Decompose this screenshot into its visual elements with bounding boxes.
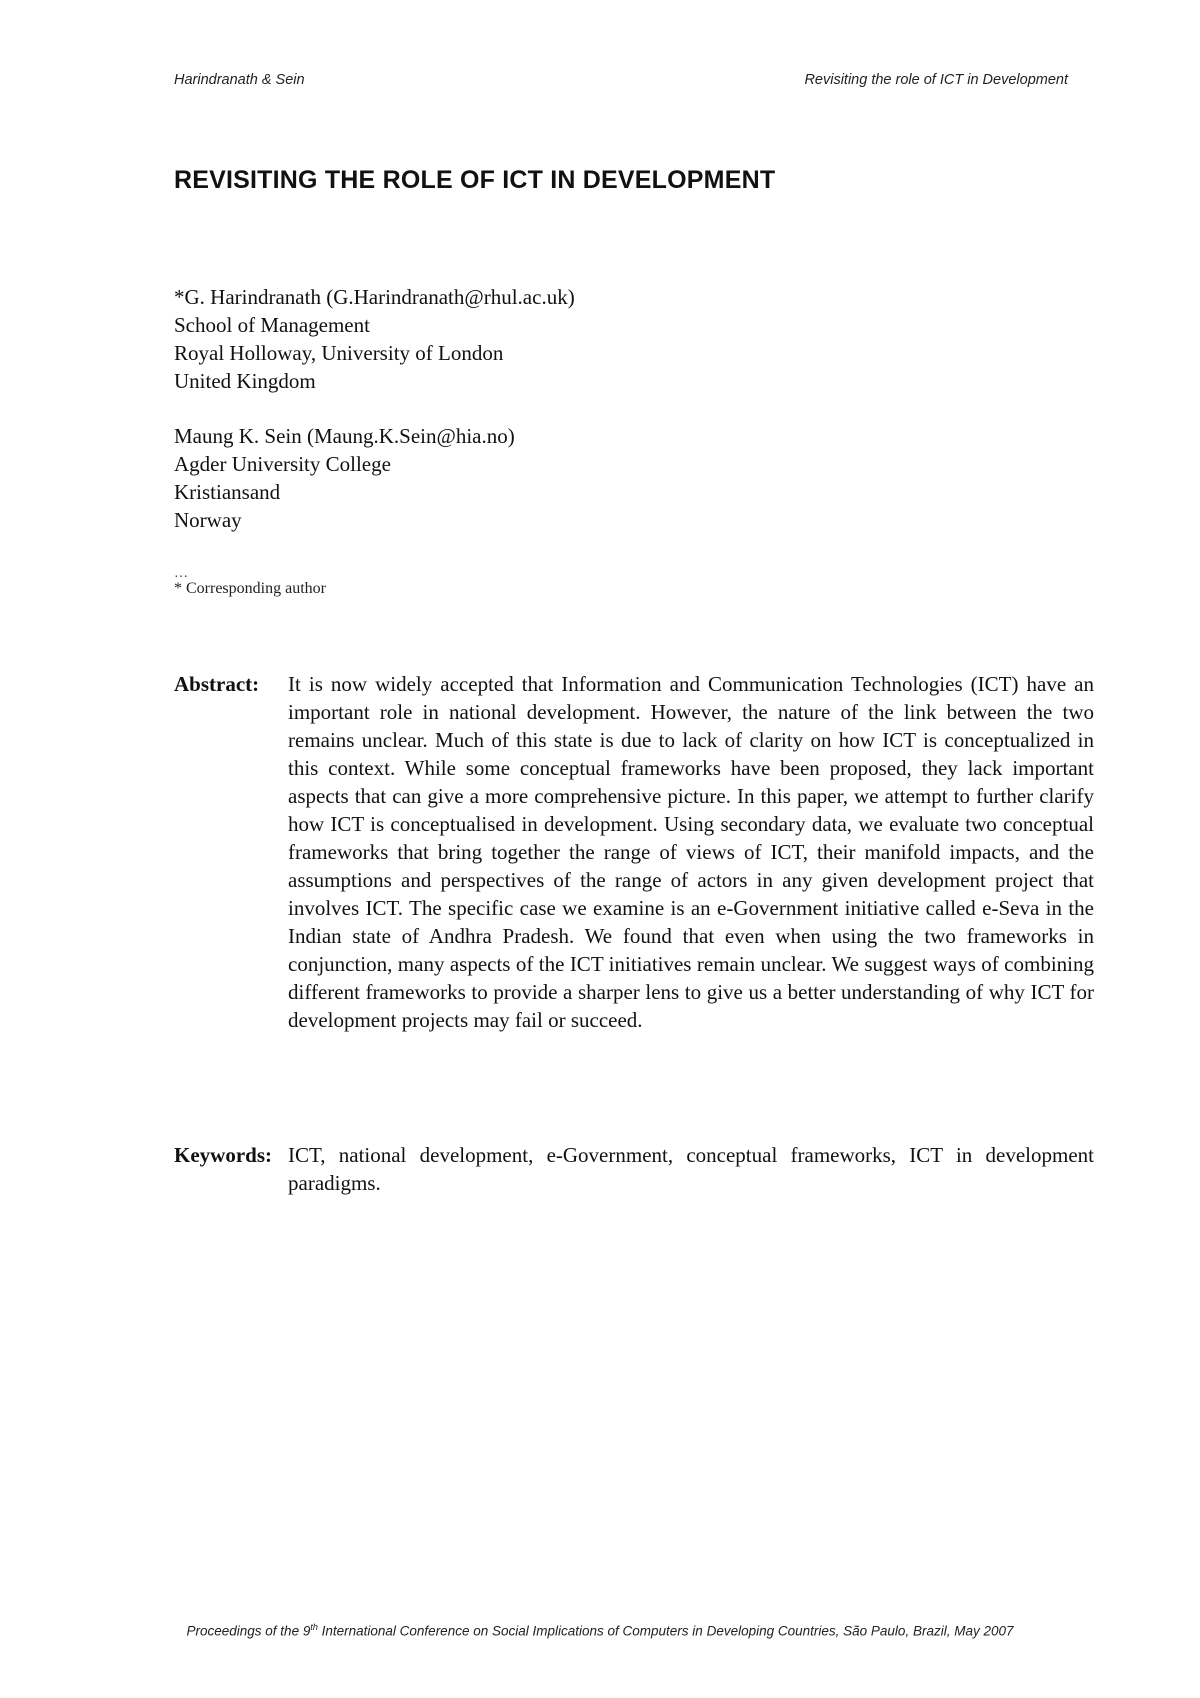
- author-block-2: [174, 422, 515, 534]
- keywords-label: Keywords:: [174, 1143, 272, 1167]
- author-2-institution: Agder University College: [174, 452, 391, 476]
- corresponding-author-footnote: * Corresponding author: [174, 580, 326, 597]
- footer-ordinal-suffix: th: [310, 1622, 318, 1632]
- running-header: [174, 72, 1068, 88]
- paper-title: REVISITING THE ROLE OF ICT IN DEVELOPMENT: [174, 166, 776, 194]
- footnote-rule: …: [174, 566, 189, 581]
- running-header-title: Revisiting the role of ICT in Development: [804, 72, 1068, 88]
- author-2-name-email: Maung K. Sein (Maung.K.Sein@hia.no): [174, 424, 515, 448]
- running-header-authors: Harindranath & Sein: [174, 72, 305, 88]
- abstract-text: It is now widely accepted that Information and Communication Technologies (ICT) have an important role in national development. However, the nature of the link between the two remains unclear. Much of this state is due to lack of clarity on how ICT is conceptualized in this context. While some conceptual frameworks have been proposed, they lack important aspects that can give a more comprehensive picture. In this paper, we attempt to further clarify how ICT is conceptualised in development. Using secondary data, we evaluate two conceptual frameworks that bring together the range of views of ICT, their manifold impacts, and the assumptions and perspectives of the range of actors in any given development project that involves ICT. The specific case we examine is an e-Government initiative called e-Seva in the Indian state of Andhra Pradesh. We found that even when using the two frameworks in conjunction, many aspects of the ICT initiatives remain unclear. We suggest ways of combining different frameworks to provide a sharper lens to give us a better understanding of why ICT for development projects may fail or succeed.: [288, 672, 1094, 1032]
- author-2-city: Kristiansand: [174, 480, 281, 504]
- author-1-country: United Kingdom: [174, 369, 316, 393]
- abstract-label: Abstract:: [174, 672, 260, 696]
- keywords-text: ICT, national development, e-Government, conceptual frameworks, ICT in development paradigms.: [288, 1143, 1094, 1195]
- proceedings-footer: [0, 1622, 1200, 1639]
- author-2-country: Norway: [174, 508, 242, 532]
- author-block-1: [174, 283, 575, 395]
- keywords-section: [174, 1141, 1094, 1197]
- author-1-department: School of Management: [174, 313, 370, 337]
- footer-suffix: International Conference on Social Implications of Computers in Developing Countries, São Paulo, Brazil, May 2007: [317, 1623, 1014, 1639]
- abstract-section: [174, 670, 1094, 1034]
- author-1-institution: Royal Holloway, University of London: [174, 341, 504, 365]
- author-1-name-email: *G. Harindranath (G.Harindranath@rhul.ac.uk): [174, 285, 575, 309]
- footer-prefix: Proceedings of the 9: [186, 1623, 311, 1639]
